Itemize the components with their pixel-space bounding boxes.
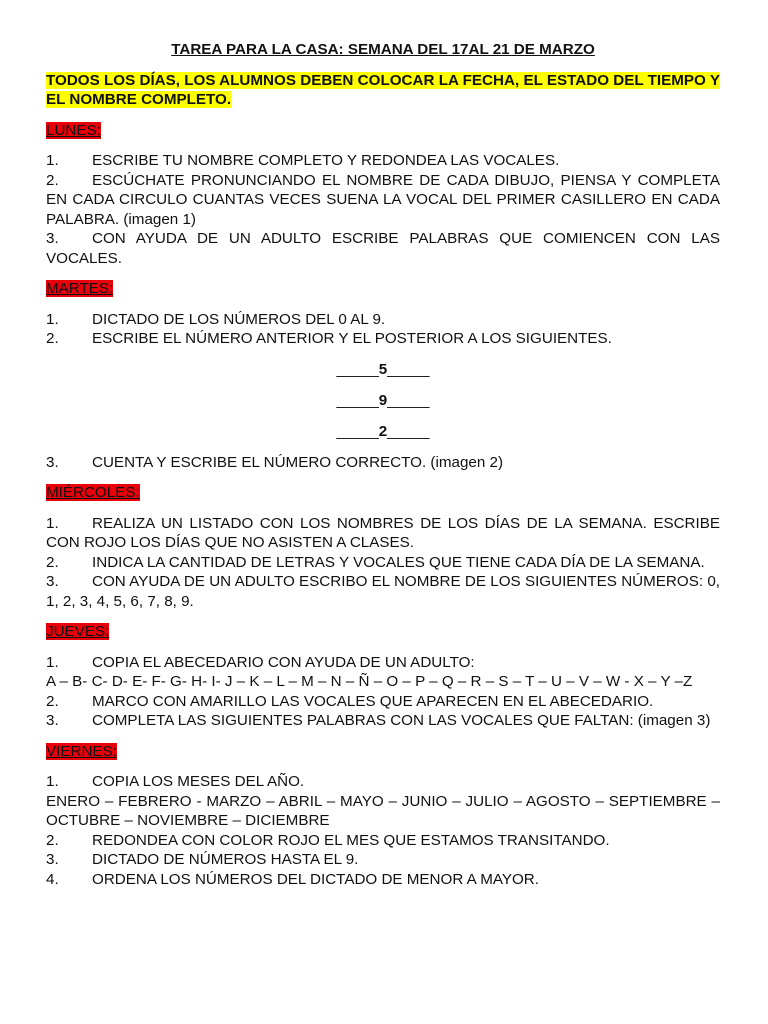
- number-sequence-line: [46, 422, 720, 442]
- item-text: COMPLETA LAS SIGUIENTES PALABRAS CON LAS VOCALES QUE FALTAN: (imagen 3): [92, 712, 711, 729]
- martes-task-list-continued: [46, 453, 720, 473]
- heading-viernes-label: VIERNES:: [46, 742, 117, 760]
- sequence-number: 5: [378, 360, 388, 378]
- item-number: 2.: [46, 553, 59, 571]
- item-text: CUENTA Y ESCRIBE EL NÚMERO CORRECTO. (imagen 2): [92, 453, 504, 471]
- jueves-task-list: [46, 653, 720, 731]
- miercoles-task-list: [46, 514, 720, 612]
- viernes-task-list: [46, 772, 720, 889]
- item-number: 1.: [46, 310, 59, 328]
- item-text: ESCRIBE EL NÚMERO ANTERIOR Y EL POSTERIOR A LOS SIGUIENTES.: [92, 330, 612, 347]
- item-text: COPIA LOS MESES DEL AÑO.: [92, 773, 305, 790]
- item-text: CON AYUDA DE UN ADULTO ESCRIBO EL NOMBRE DE LOS SIGUIENTES NÚMEROS: 0, 1, 2, 3, 4, 5, 6, 7, 8, 9.: [46, 573, 720, 610]
- list-item: [46, 229, 720, 268]
- item-text: ORDENA LOS NÚMEROS DEL DICTADO DE MENOR A MAYOR.: [92, 870, 539, 888]
- notice-paragraph: [46, 71, 720, 110]
- alphabet-line: A – B- C- D- E- F- G- H- I- J – K – L – M – N – Ñ – O – P – Q – R – S – T – U – V – W - X – Y –Z: [46, 673, 693, 690]
- document-title: TAREA PARA LA CASA: SEMANA DEL 17AL 21 DE MARZO: [171, 41, 595, 58]
- item-number: 3.: [46, 573, 59, 590]
- item-text: MARCO CON AMARILLO LAS VOCALES QUE APARECEN EN EL ABECEDARIO.: [92, 692, 654, 710]
- item-number: 4.: [46, 870, 59, 888]
- heading-miercoles: [46, 483, 720, 503]
- document-page: [46, 40, 720, 900]
- item-number: 3.: [46, 230, 59, 247]
- item-number: 2.: [46, 831, 59, 849]
- list-item: [46, 711, 720, 731]
- months-line: ENERO – FEBRERO - MARZO – ABRIL – MAYO – JUNIO – JULIO – AGOSTO – SEPTIEMBRE – OCTUBRE – NOVIEMBRE – DICIEMBRE: [46, 792, 720, 829]
- list-item: [46, 772, 720, 792]
- list-item: [46, 310, 720, 330]
- item-number: 3.: [46, 453, 59, 471]
- list-item: [46, 850, 720, 870]
- item-text: CON AYUDA DE UN ADULTO ESCRIBE PALABRAS QUE COMIENCEN CON LAS VOCALES.: [46, 230, 720, 267]
- heading-lunes: [46, 121, 720, 141]
- lunes-task-list: [46, 151, 720, 268]
- item-number: 1.: [46, 152, 59, 169]
- list-item: [46, 572, 720, 611]
- heading-miercoles-label: MIÉRCOLES:: [46, 484, 140, 501]
- item-number: 3.: [46, 712, 59, 729]
- list-item: [46, 329, 720, 349]
- blank-before: _____: [336, 360, 379, 378]
- item-text: REDONDEA CON COLOR ROJO EL MES QUE ESTAMOS TRANSITANDO.: [92, 831, 610, 849]
- list-item: [46, 171, 720, 230]
- heading-jueves-label: JUEVES:: [46, 623, 110, 640]
- blank-after: _____: [387, 391, 430, 409]
- number-sequence-line: [46, 360, 720, 380]
- list-item: [46, 151, 720, 171]
- item-number: 2.: [46, 330, 59, 347]
- item-number: 1.: [46, 773, 59, 790]
- list-item: [46, 870, 720, 890]
- list-item: [46, 553, 720, 573]
- notice-highlight: TODOS LOS DÍAS, LOS ALUMNOS DEBEN COLOCAR LA FECHA, EL ESTADO DEL TIEMPO Y EL NOMBRE COMPLETO.: [46, 71, 720, 108]
- item-number: 2.: [46, 692, 59, 710]
- item-text: DICTADO DE NÚMEROS HASTA EL 9.: [92, 851, 359, 868]
- item-text: REALIZA UN LISTADO CON LOS NOMBRES DE LOS DÍAS DE LA SEMANA. ESCRIBE CON ROJO LOS DÍAS QUE NO ASISTEN A CLASES.: [46, 514, 720, 551]
- heading-jueves: [46, 622, 720, 642]
- item-number: 3.: [46, 851, 59, 868]
- heading-martes: [46, 279, 720, 299]
- heading-lunes-label: LUNES:: [46, 121, 101, 139]
- item-text: ESCRIBE TU NOMBRE COMPLETO Y REDONDEA LAS VOCALES.: [92, 152, 560, 169]
- blank-after: _____: [387, 360, 430, 378]
- item-text: ESCÚCHATE PRONUNCIANDO EL NOMBRE DE CADA DIBUJO, PIENSA Y COMPLETA EN CADA CIRCULO CUANTAS VECES SUENA LA VOCAL DEL PRIMER CASILLERO EN CADA PALABRA. (imagen 1): [46, 171, 720, 228]
- list-item: [46, 831, 720, 851]
- list-item: [46, 514, 720, 553]
- blank-before: _____: [336, 422, 379, 440]
- number-sequence-line: [46, 391, 720, 411]
- number-sequence-block: [46, 360, 720, 442]
- heading-martes-label: MARTES:: [46, 280, 114, 297]
- item-number: 1.: [46, 653, 59, 671]
- blank-before: _____: [336, 391, 379, 409]
- martes-task-list: [46, 310, 720, 349]
- list-item: [46, 653, 720, 673]
- list-item: [46, 692, 720, 712]
- item-text: INDICA LA CANTIDAD DE LETRAS Y VOCALES QUE TIENE CADA DÍA DE LA SEMANA.: [92, 553, 705, 571]
- item-number: 1.: [46, 514, 59, 532]
- item-text: DICTADO DE LOS NÚMEROS DEL 0 AL 9.: [92, 310, 386, 328]
- item-number: 2.: [46, 171, 59, 189]
- list-item: [46, 453, 720, 473]
- heading-viernes: [46, 742, 720, 762]
- sequence-number: 9: [378, 391, 388, 409]
- blank-after: _____: [387, 422, 430, 440]
- sequence-number: 2: [378, 422, 388, 440]
- item-text: COPIA EL ABECEDARIO CON AYUDA DE UN ADULTO:: [92, 653, 475, 671]
